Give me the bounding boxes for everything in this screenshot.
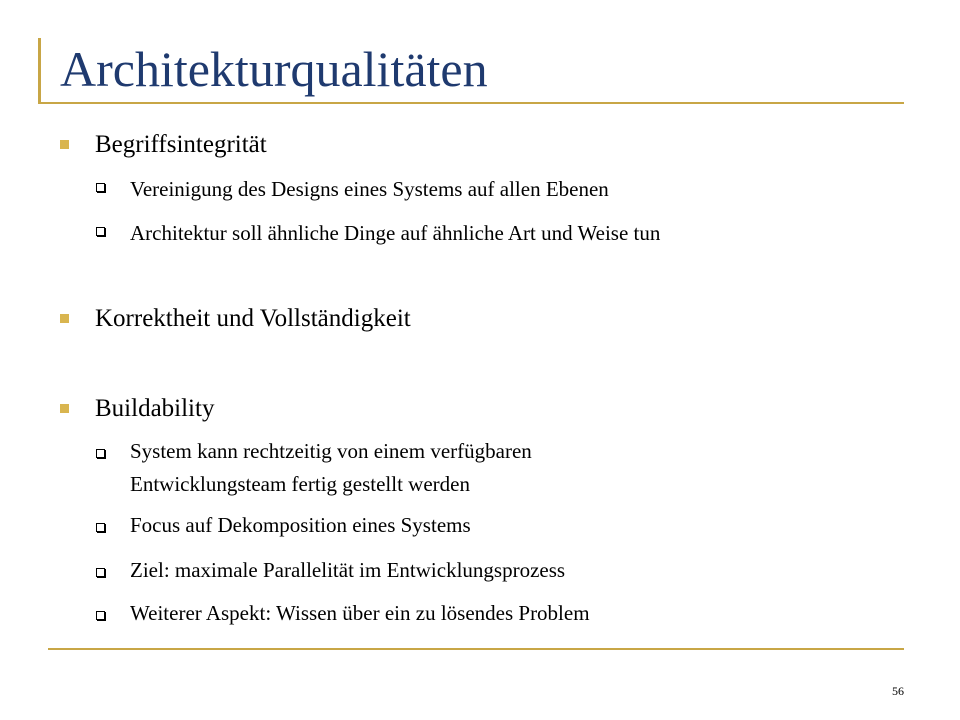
sub-bullet-checkbox-icon [96,449,105,458]
slide-title: Architekturqualitäten [60,41,488,97]
bullet-item-korrektheit: Korrektheit und Vollständigkeit [95,305,411,332]
bullet-square-icon [60,404,69,413]
sub-bullet-checkbox-icon [96,523,105,532]
sub-bullet-item: Weiterer Aspekt: Wissen über ein zu lösendes Problem [130,601,590,625]
sub-bullet-item: Architektur soll ähnliche Dinge auf ähnliche Art und Weise tun [130,221,661,245]
page-number: 56 [892,684,904,698]
sub-bullet-item: Ziel: maximale Parallelität im Entwicklungsprozess [130,558,566,582]
bullet-item-buildability: Buildability [95,395,215,422]
sub-bullet-item: Vereinigung des Designs eines Systems auf allen Ebenen [130,177,609,201]
bullet-item-begriffsintegritaet: Begriffsintegrität [95,131,267,158]
sub-bullet-checkbox-icon [96,611,105,620]
title-accent-bar [38,38,41,104]
sub-bullet-item: Focus auf Dekomposition eines Systems [130,513,471,537]
sub-bullet-item-continuation: Entwicklungsteam fertig gestellt werden [130,472,470,496]
bullet-square-icon [60,140,69,149]
sub-bullet-checkbox-icon [96,227,105,236]
footer-divider [48,648,904,650]
sub-bullet-item: System kann rechtzeitig von einem verfügbaren [130,439,532,463]
sub-bullet-checkbox-icon [96,568,105,577]
bullet-square-icon [60,314,69,323]
sub-bullet-checkbox-icon [96,183,105,192]
title-divider [38,102,904,104]
